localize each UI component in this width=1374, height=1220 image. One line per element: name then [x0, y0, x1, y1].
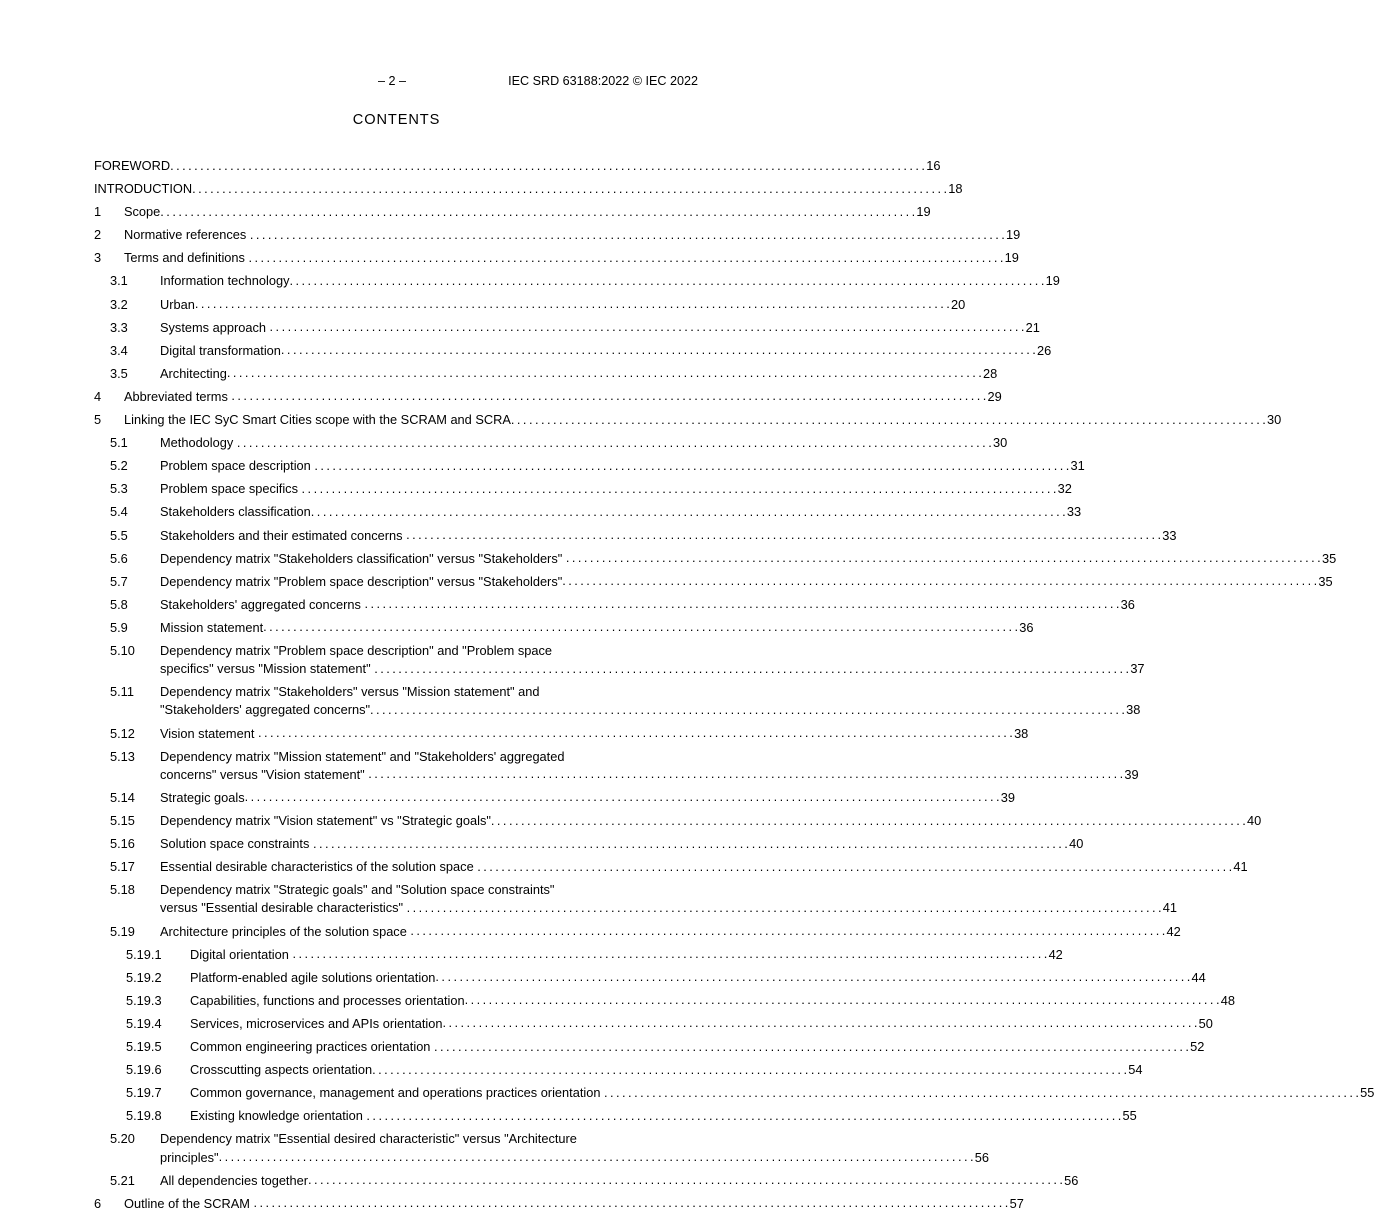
toc-entry-label: Systems approach [160, 319, 270, 335]
toc-entry-line [94, 1195, 1024, 1211]
toc-page-number: 50 [1198, 1015, 1213, 1031]
toc-entry-line [94, 1132, 699, 1146]
toc-dot-leader [368, 767, 1122, 781]
toc-entry[interactable] [94, 1131, 989, 1165]
toc-dot-leader [302, 482, 1056, 496]
toc-dot-leader [253, 1196, 1007, 1210]
toc-entry-line [94, 550, 1337, 566]
document-reference: IEC SRD 63188:2022 © IEC 2022 [508, 74, 698, 88]
page-header [94, 74, 698, 92]
toc-entry[interactable] [94, 1108, 1137, 1124]
toc-page-number: 52 [1190, 1039, 1205, 1055]
toc-dot-leader [237, 436, 991, 450]
toc-entry[interactable] [94, 1062, 1143, 1078]
toc-entry-line [94, 992, 1235, 1008]
toc-entry-number: 5.2 [110, 458, 128, 474]
toc-entry-number: 3.4 [110, 342, 128, 358]
toc-dot-leader [231, 389, 985, 403]
toc-dot-leader [292, 947, 1046, 961]
toc-dot-leader [604, 1086, 1358, 1100]
toc-entry-line [94, 412, 1282, 428]
toc-dot-leader [289, 274, 1043, 288]
toc-entry[interactable] [94, 273, 1060, 289]
toc-entry-number: 5.1 [110, 435, 128, 451]
toc-entry-label: All dependencies together [160, 1172, 308, 1188]
toc-page-number: 54 [1128, 1062, 1143, 1078]
toc-entry[interactable] [94, 204, 931, 220]
toc-entry[interactable] [94, 619, 1034, 635]
toc-page-number: 39 [1124, 766, 1139, 782]
toc-entry-label: Strategic goals [160, 789, 245, 805]
toc-entry[interactable] [94, 435, 1008, 451]
toc-dot-leader [308, 1173, 1062, 1187]
toc-dot-leader [227, 366, 981, 380]
toc-entry-label: Problem space description [160, 458, 315, 474]
toc-entry-number: 5.14 [110, 789, 135, 805]
toc-entry-label-continued: principles" [160, 1149, 219, 1165]
toc-entry-number: 5.19.2 [126, 969, 162, 985]
toc-page-number: 16 [926, 158, 941, 173]
toc-page-number: 31 [1070, 458, 1085, 474]
toc-page-number: 19 [1045, 273, 1060, 289]
toc-page-number: 26 [1037, 342, 1052, 358]
toc-dot-leader [170, 159, 924, 173]
toc-entry-label: Vision statement [160, 725, 258, 741]
toc-entry-line [94, 342, 1052, 358]
toc-entry[interactable] [94, 748, 1139, 782]
toc-page-number: 40 [1069, 836, 1084, 852]
toc-page-number: 19 [1004, 250, 1019, 266]
toc-entry-line [94, 969, 1206, 985]
toc-entry-label: Urban [160, 296, 195, 312]
toc-entry-label: Stakeholders classification [160, 504, 311, 520]
toc-dot-leader [263, 620, 1017, 634]
toc-entry[interactable] [94, 1085, 1374, 1101]
toc-entry-number: 3.1 [110, 273, 128, 289]
toc-entry[interactable] [94, 836, 1084, 852]
toc-page-number: 33 [1162, 527, 1177, 543]
toc-entry[interactable] [94, 1195, 1024, 1211]
toc-entry-number: 5.5 [110, 527, 128, 543]
toc-dot-leader [562, 574, 1316, 588]
toc-entry-line [94, 435, 1008, 451]
toc-entry[interactable] [94, 181, 963, 197]
toc-entry-label: Common engineering practices orientation [190, 1039, 434, 1055]
toc-entry[interactable] [94, 992, 1235, 1008]
toc-entry-number: 5.13 [110, 748, 135, 764]
toc-entry-line [94, 1108, 1137, 1124]
toc-entry[interactable] [94, 227, 1021, 243]
toc-entry-label: Solution space constraints [160, 836, 313, 852]
toc-entry-label: Outline of the SCRAM [124, 1195, 254, 1211]
toc-entry-line [94, 702, 1141, 718]
toc-entry-number: 3 [94, 250, 102, 266]
toc-entry-label: Digital orientation [190, 946, 293, 962]
toc-page-number: 39 [1000, 789, 1016, 805]
toc-entry-label: Services, microservices and APIs orientation [190, 1015, 443, 1031]
toc-entry-label: Digital transformation [160, 342, 281, 358]
toc-entry-label-continued: "Stakeholders' aggregated concerns" [160, 702, 371, 718]
toc-entry[interactable] [94, 504, 1082, 520]
toc-entry-number: 5.19.6 [126, 1062, 162, 1078]
toc-page-number: 56 [1064, 1172, 1079, 1188]
toc-entry-line [94, 1039, 1205, 1055]
toc-entry-number: 5.3 [110, 481, 128, 497]
toc-entry[interactable] [94, 789, 1016, 805]
toc-entry[interactable] [94, 1039, 1205, 1055]
toc-entry-number: 2 [94, 227, 102, 243]
toc-entry-label: Stakeholders' aggregated concerns [160, 596, 365, 612]
toc-entry[interactable] [94, 882, 1177, 916]
toc-entry[interactable] [94, 642, 1145, 677]
toc-dot-leader [219, 1150, 973, 1164]
toc-page-number: 20 [950, 296, 966, 312]
toc-entry-line [94, 789, 1016, 805]
toc-entry-line [94, 319, 1040, 335]
toc-entry-label: Normative references [124, 227, 250, 243]
toc-entry-label: Common governance, management and operations practices orientation [190, 1085, 605, 1101]
toc-entry[interactable] [94, 923, 1181, 939]
toc-dot-leader [366, 1109, 1120, 1123]
toc-entry-line [94, 388, 1002, 404]
toc-entry-label: Dependency matrix "Problem space description" versus "Stakeholders" [160, 573, 563, 589]
toc-entry-number: 5.18 [110, 882, 135, 898]
toc-entry-label: Essential desirable characteristics of the solution space [160, 859, 478, 875]
toc-page-number: 19 [1006, 227, 1021, 243]
toc-entry-number: 3.3 [110, 319, 128, 335]
toc-entry-number: 5.21 [110, 1172, 135, 1188]
toc-entry-line [94, 158, 941, 173]
toc-entry-label: Mission statement [160, 619, 264, 635]
toc-dot-leader [195, 297, 949, 311]
table-of-contents [94, 158, 1374, 1220]
toc-page-number: 42 [1166, 923, 1181, 939]
toc-dot-leader [311, 505, 1065, 519]
toc-entry-line [94, 458, 1085, 474]
toc-entry-number: 5 [94, 412, 102, 428]
toc-dot-leader [245, 790, 999, 804]
toc-page-number: 30 [992, 435, 1008, 451]
toc-entry[interactable] [94, 969, 1206, 985]
toc-entry-number: 5.6 [110, 550, 128, 566]
toc-entry[interactable] [94, 250, 1019, 266]
toc-entry-line [94, 204, 931, 220]
toc-page-number: 33 [1066, 504, 1082, 520]
toc-dot-leader [406, 528, 1160, 542]
toc-page-number: 41 [1162, 900, 1177, 916]
toc-page-number: 36 [1019, 619, 1034, 635]
toc-dot-leader [370, 703, 1124, 717]
toc-entry-label-continued: concerns" versus "Vision statement" [160, 766, 369, 782]
toc-entry-number: 5.19.4 [126, 1015, 162, 1031]
toc-entry-label: Dependency matrix "Strategic goals" and "Solution space constraints" [160, 882, 555, 898]
toc-entry-label: Information technology [160, 273, 290, 289]
toc-entry-number: 5.7 [110, 573, 128, 589]
toc-entry-number: 5.8 [110, 596, 128, 612]
toc-dot-leader [364, 597, 1118, 611]
toc-entry-line [94, 685, 699, 699]
toc-entry-line [94, 1015, 1213, 1031]
toc-page-number: 57 [1009, 1195, 1024, 1211]
toc-entry-label: Methodology [160, 435, 237, 451]
toc-entry[interactable] [94, 458, 1085, 474]
toc-entry-number: 5.12 [110, 725, 135, 741]
toc-entry-line [94, 725, 1029, 741]
toc-page-number: 56 [974, 1149, 989, 1165]
toc-entry-number: 5.9 [110, 619, 128, 635]
toc-entry-line [94, 900, 1177, 916]
toc-page-number: 30 [1267, 412, 1282, 428]
toc-page-number: 42 [1048, 946, 1063, 962]
toc-entry-label: Architecture principles of the solution space [160, 923, 411, 939]
toc-page-number: 48 [1220, 992, 1235, 1008]
toc-entry-label: Dependency matrix "Stakeholders classification" versus "Stakeholders" [160, 550, 566, 566]
toc-page-number: 36 [1120, 596, 1135, 612]
toc-entry-label: Dependency matrix "Mission statement" and "Stakeholders' aggregated [160, 748, 565, 764]
toc-entry-label: Capabilities, functions and processes orientation [190, 992, 465, 1008]
toc-entry-label: Scope [124, 204, 161, 220]
toc-entry-number: 5.19.3 [126, 992, 162, 1008]
toc-dot-leader [270, 320, 1024, 334]
toc-entry-number: 5.19.7 [126, 1085, 162, 1101]
toc-entry-line [94, 527, 1177, 543]
toc-entry[interactable] [94, 1172, 1079, 1188]
toc-entry-line [94, 481, 1072, 497]
toc-entry[interactable] [94, 388, 1002, 404]
toc-entry-label: Dependency matrix "Problem space description" and "Problem space [160, 642, 553, 658]
toc-entry-label: Dependency matrix "Vision statement" vs "Strategic goals" [160, 813, 491, 828]
toc-entry-line [94, 883, 699, 897]
toc-entry-label: Platform-enabled agile solutions orientation [190, 969, 436, 985]
toc-entry-line [94, 1062, 1143, 1078]
toc-dot-leader [434, 1040, 1188, 1054]
toc-dot-leader [410, 924, 1164, 938]
toc-entry[interactable] [94, 813, 1262, 828]
toc-entry-number: 5.19.5 [126, 1039, 162, 1055]
toc-entry-label: FOREWORD [94, 158, 171, 173]
toc-entry-label: Dependency matrix "Essential desired characteristic" versus "Architecture [160, 1131, 577, 1147]
toc-entry-line [94, 766, 1139, 782]
toc-entry[interactable] [94, 596, 1135, 612]
toc-entry[interactable] [94, 481, 1072, 497]
toc-entry-label: Abbreviated terms [124, 388, 232, 404]
toc-entry-label-continued: versus "Essential desirable characteristics" [160, 900, 407, 916]
toc-entry[interactable] [94, 550, 1337, 566]
toc-page-number: 38 [1126, 702, 1141, 718]
toc-entry-line [94, 1149, 989, 1165]
toc-entry-label: Terms and definitions [124, 250, 249, 266]
toc-entry[interactable] [94, 158, 941, 173]
toc-entry-number: 1 [94, 204, 102, 220]
toc-entry-number: 4 [94, 388, 102, 404]
toc-dot-leader [443, 1016, 1197, 1030]
toc-entry-line [94, 365, 998, 381]
toc-page-number: 35 [1321, 550, 1337, 566]
toc-entry-line [94, 661, 1145, 677]
toc-entry-line [94, 923, 1181, 939]
toc-dot-leader [372, 1063, 1126, 1077]
toc-entry-label: Problem space specifics [160, 481, 302, 497]
toc-entry-label-continued: specifics" versus "Mission statement" [160, 661, 375, 677]
toc-entry-label: Dependency matrix "Stakeholders" versus "Mission statement" and [160, 684, 540, 700]
toc-entry-number: 5.15 [110, 813, 135, 828]
toc-page-number: 55 [1360, 1085, 1374, 1101]
toc-entry-line [94, 181, 963, 197]
toc-entry-label: INTRODUCTION [94, 181, 193, 197]
toc-entry-line [94, 1172, 1079, 1188]
toc-entry[interactable] [94, 527, 1177, 543]
toc-entry[interactable] [94, 365, 998, 381]
toc-entry-line [94, 813, 1262, 828]
toc-entry-number: 5.10 [110, 642, 135, 658]
toc-entry-number: 5.19 [110, 923, 135, 939]
toc-page-number: 40 [1247, 813, 1262, 828]
toc-entry-line [94, 296, 966, 312]
toc-dot-leader [250, 228, 1004, 242]
toc-dot-leader [435, 970, 1189, 984]
toc-entry-line [94, 619, 1034, 635]
toc-entry-number: 5.19.8 [126, 1108, 162, 1124]
toc-page-number: 18 [948, 181, 963, 197]
toc-dot-leader [192, 182, 946, 196]
toc-dot-leader [477, 860, 1231, 874]
toc-dot-leader [258, 726, 1012, 740]
toc-entry-line [94, 750, 699, 764]
toc-page-number: 21 [1025, 319, 1040, 335]
toc-entry[interactable] [94, 859, 1248, 875]
toc-entry-line [94, 573, 1333, 589]
toc-entry-line [94, 859, 1248, 875]
toc-entry-label: Linking the IEC SyC Smart Cities scope with the SCRAM and SCRA [124, 412, 511, 428]
toc-entry-line [94, 836, 1084, 852]
toc-entry-label: Architecting [160, 365, 227, 381]
toc-page-number: 35 [1318, 573, 1333, 589]
toc-entry-number: 5.19.1 [126, 946, 162, 962]
toc-entry-label: Crosscutting aspects orientation [190, 1062, 373, 1078]
toc-entry-line [94, 504, 1082, 520]
toc-entry-line [94, 250, 1019, 266]
toc-dot-leader [248, 251, 1002, 265]
toc-entry-number: 3.2 [110, 296, 128, 312]
toc-entry[interactable] [94, 573, 1333, 589]
toc-dot-leader [160, 205, 914, 219]
toc-entry[interactable] [94, 684, 1141, 718]
toc-page-number: 19 [916, 204, 931, 220]
toc-entry[interactable] [94, 342, 1052, 358]
toc-entry[interactable] [94, 1015, 1213, 1031]
toc-entry-line [94, 273, 1060, 289]
toc-entry-number: 3.5 [110, 365, 128, 381]
toc-entry-line [94, 946, 1063, 962]
toc-entry[interactable] [94, 296, 966, 312]
toc-entry-line [94, 227, 1021, 243]
toc-entry-number: 6 [94, 1195, 102, 1211]
toc-entry-number: 5.17 [110, 859, 135, 875]
toc-entry-label: Stakeholders and their estimated concerns [160, 527, 407, 543]
toc-page-number: 32 [1057, 481, 1072, 497]
toc-page-number: 28 [982, 365, 998, 381]
toc-entry-label: Existing knowledge orientation [190, 1108, 367, 1124]
toc-dot-leader [374, 662, 1128, 676]
toc-entry-number: 5.11 [110, 684, 134, 700]
toc-entry[interactable] [94, 319, 1040, 335]
toc-dot-leader [313, 837, 1067, 851]
toc-page-number: 41 [1233, 859, 1248, 875]
toc-page-number: 38 [1014, 725, 1029, 741]
toc-dot-leader [314, 459, 1068, 473]
toc-entry-number: 5.16 [110, 836, 135, 852]
toc-entry[interactable] [94, 725, 1029, 741]
toc-entry[interactable] [94, 946, 1063, 962]
toc-entry-number: 5.20 [110, 1131, 135, 1147]
toc-entry-number: 5.4 [110, 504, 128, 520]
toc-dot-leader [407, 901, 1161, 915]
page-folio: – 2 – [378, 74, 407, 88]
toc-dot-leader [491, 814, 1245, 828]
toc-entry-line [94, 596, 1135, 612]
toc-dot-leader [465, 993, 1219, 1007]
toc-dot-leader [511, 413, 1265, 427]
toc-page-number: 55 [1122, 1108, 1137, 1124]
toc-entry[interactable] [94, 412, 1282, 428]
toc-entry-line [94, 644, 699, 658]
toc-dot-leader [281, 343, 1035, 357]
toc-dot-leader [566, 551, 1320, 565]
toc-page-number: 29 [987, 388, 1002, 404]
toc-page-number: 37 [1130, 661, 1145, 677]
page-title: CONTENTS [352, 112, 441, 128]
toc-entry-line [94, 1085, 1374, 1101]
toc-page-number: 44 [1191, 969, 1206, 985]
